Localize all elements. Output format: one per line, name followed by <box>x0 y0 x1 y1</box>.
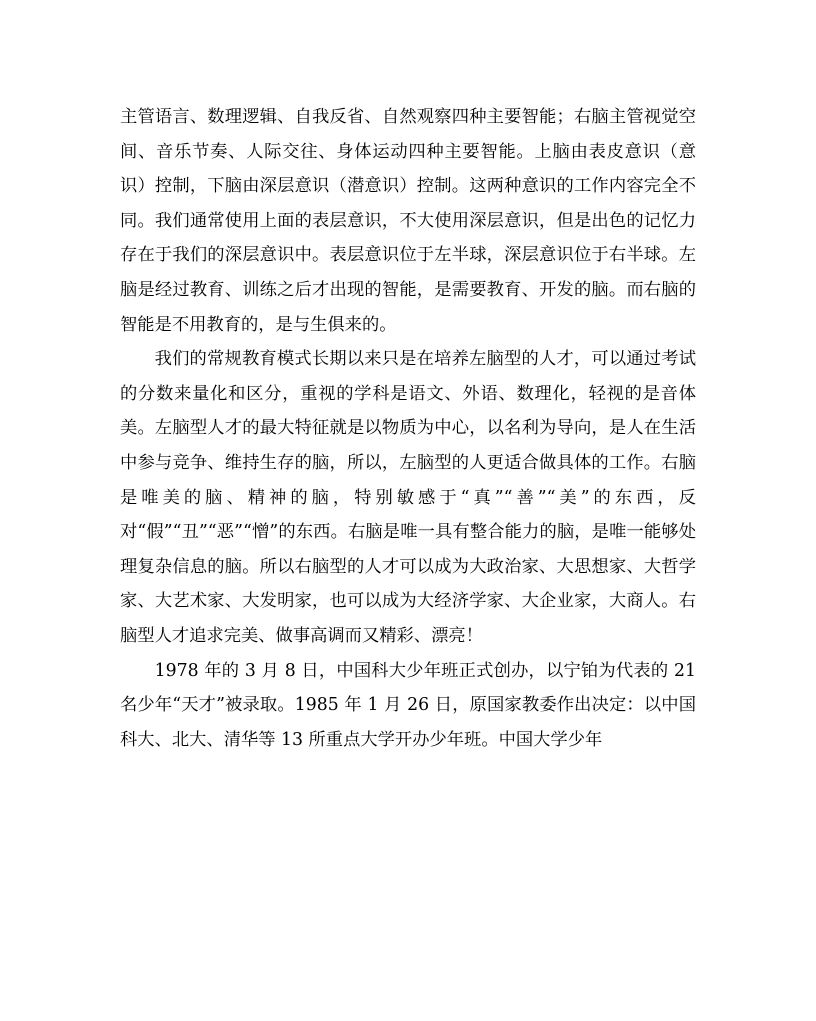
paragraph-1: 主管语言、数理逻辑、自我反省、自然观察四种主要智能；右脑主管视觉空间、音乐节奏、人际交往、身体运动四种主要智能。上脑由表皮意识（意识）控制，下脑由深层意识（潜意识）控制。这两种意识的工作内容完全不同。我们通常使用上面的表层意识，不大使用深层意识，但是出色的记忆力存在于我们的深层意识中。表层意识位于左半球，深层意识位于右半球。左脑是经过教育、训练之后才出现的智能，是需要教育、开发的脑。而右脑的智能是不用教育的，是与生俱来的。 <box>120 107 696 335</box>
document-body <box>120 100 696 757</box>
paragraph-2: 我们的常规教育模式长期以来只是在培养左脑型的人才，可以通过考试的分数来量化和区分，重视的学科是语文、外语、数理化，轻视的是音体美。左脑型人才的最大特征就是以物质为中心，以名利为导向，是人在生活中参与竞争、维持生存的脑，所以，左脑型的人更适合做具体的工作。右脑是唯美的脑、精神的脑，特别敏感于“真”“善”“美”的东西，反对“假”“丑”“恶”“憎”的东西。右脑是唯一具有整合能力的脑，是唯一能够处理复杂信息的脑。所以右脑型的人才可以成为大政治家、大思想家、大哲学家、大艺术家、大发明家，也可以成为大经济学家、大企业家，大商人。右脑型人才追求完美、做事高调而又精彩、漂亮！ <box>120 349 696 646</box>
paragraph-3: 1978 年的 3 月 8 日，中国科大少年班正式创办，以宁铂为代表的 21 名少年“天才”被录取。1985 年 1 月 26 日，原国家教委作出决定：以中国科大、北大、清华等 13 所重点大学开办少年班。中国大学少年 <box>120 660 696 750</box>
